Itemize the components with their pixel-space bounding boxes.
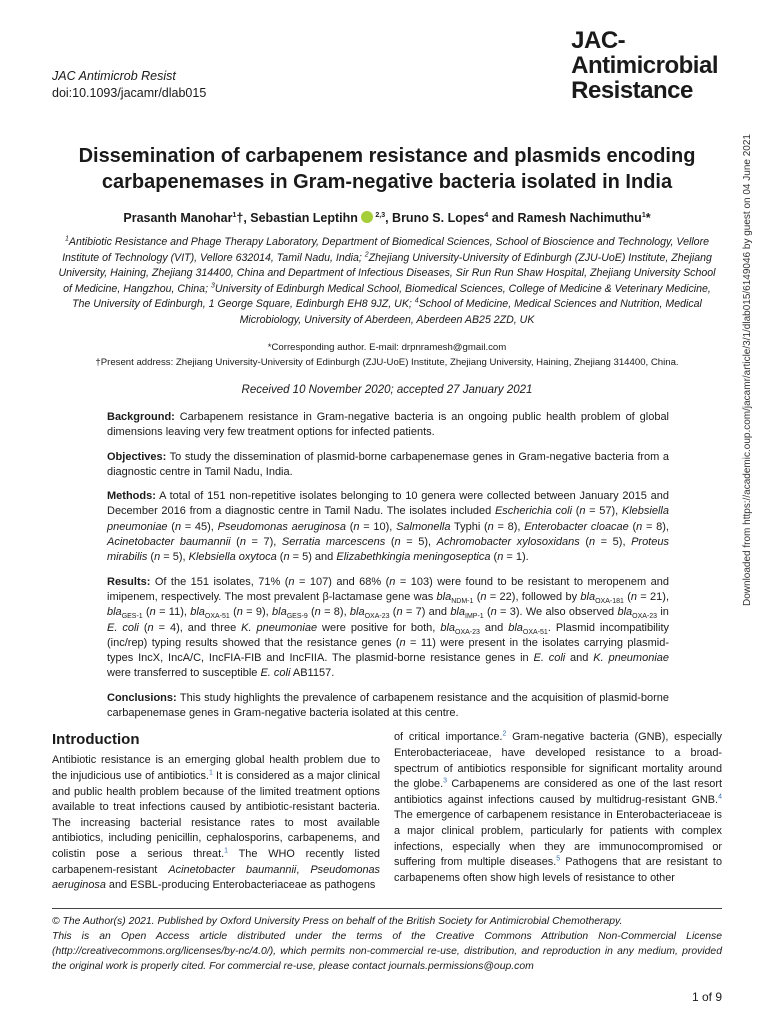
received-dates: Received 10 November 2020; accepted 27 January 2021: [241, 384, 533, 396]
affiliations: $^1$Antibiotic Resistance and Phage Therapy Laboratory, Department of Biomedical Sciences, School of Bioscience and Technology, Vellore Institute of Technology (VIT), Vellore 632014, Tamil Nadu, India; $^2$Zhejiang University-University of Edinburgh (ZJU-UoE) Institute, Zhejiang University, Haining, Zhejiang 314400, China and Department of Infectious Diseases, Sir Run Run Shaw Hospital, Zhejiang University School of Medicine, Hangzhou, China; $^3$University of Edinburgh Medical School, Biomedical Sciences, College of Medicine & Veterinary Medicine, The University of Edinburgh, 1 George Square, Edinburgh EH8 9JZ, UK; $^4$School of Medicine, Medical Sciences and Nutrition, Medical Microbiology, University of Aberdeen, Aberdeen AB25 2ZD, UK: [58, 235, 716, 326]
logo-line: JAC-: [571, 27, 626, 54]
page-header: [0, 28, 774, 103]
corresponding-author: *Corresponding author. E-mail: drpnramesh@gmail.com: [267, 342, 507, 353]
citation-link[interactable]: 3: [443, 777, 448, 785]
logo-line: Antimicrobial: [571, 52, 718, 79]
citation-link[interactable]: 5: [556, 855, 561, 863]
copyright: © The Author(s) 2021. Published by Oxford University Press on behalf of the British Society for Antimicrobial Chemotherapy.: [52, 915, 623, 927]
license-text: This is an Open Access article distributed under the terms of the Creative Commons Attribution Non-Commercial License (http://creativecommons.org/licenses/by-nc/4.0/), which permits non-commercial re-use, distribution, and reproduction in any medium, provided the original work is properly cited. For commercial re-use, please contact journals.permissions@oup.com: [52, 930, 722, 972]
section-heading-introduction: Introduction: [52, 731, 140, 749]
introduction-column-right: of critical importance.$^2$ Gram-negative bacteria (GNB), especially Enterobacteriaceae, have developed resistance to a broad-spectrum of antibiotics responsible for significant mortality around the globe.$^3$ Carbapenems are considered as one of the last resort antibiotics against infections caused by multidrug-resistant GNB.$^4$ The emergence of carbapenem resistance in Enterobacteriaceae is a major clinical problem, particularly for patients with complex infections, especially when they are immunocompromised or suffering from multiple diseases.$^5$ Pathogens that are resistant to carbapenems often show high levels of resistance to other: [394, 730, 723, 884]
correspondence: [52, 340, 722, 370]
abstract: [107, 410, 669, 721]
introduction-column-left: Antibiotic resistance is an emerging global health problem due to the injudicious use of antibiotics.$^1$ It is considered as a major clinical and public health problem because of the limited treatment options available to treat infections caused by antibiotic-resistant bacteria. The increasing bacterial resistance rates to most available antibiotics, including penicillin, cephalosporins, carbapenems, and colistin pose a serious threat.$^1$ The WHO recently listed carbapenem-resistant Acinetobacter baumannii, Pseudomonas aeruginosa and ESBL-producing Enterobacteriaceae as pathogens: [52, 754, 380, 892]
journal-logo: [571, 28, 718, 103]
citation-link[interactable]: 4: [718, 793, 722, 801]
footer-license: [52, 914, 722, 974]
author-list: Prasanth Manohar$^1$†, Sebastian Leptihn $^{2,3}$, Bruno S. Lopes$^4$ and Ramesh Nachimuthu$^1$*: [123, 211, 651, 225]
present-address: †Present address: Zhejiang University-University of Edinburgh (ZJU-UoE) Institute, Zhejiang University, Haining, Zhejiang 314400, China.: [95, 357, 679, 368]
citation-link[interactable]: 1: [208, 769, 213, 777]
abstract-methods: Methods: A total of 151 non-repetitive isolates belonging to 10 genera were collected between January 2015 and December 2016 from a diagnostic centre in Tamil Nadu. The isolates included Escherichia coli (n = 57), Klebsiella pneumoniae (n = 45), Pseudomonas aeruginosa (n = 10), Salmonella Typhi (n = 8), Enterobacter cloacae (n = 8), Acinetobacter baumannii (n = 7), Serratia marcescens (n = 5), Achromobacter xylosoxidans (n = 5), Proteus mirabilis (n = 5), Klebsiella oxytoca (n = 5) and Elizabethkingia meningoseptica (n = 1).: [107, 490, 669, 564]
journal-citation: [52, 68, 206, 103]
orcid-icon[interactable]: [361, 211, 373, 223]
footer-divider: [52, 908, 722, 909]
article-title: Dissemination of carbapenem resistance and plasmids encoding carbapenemases in Gram-negative bacteria isolated in India: [78, 145, 696, 193]
abstract-objectives: Objectives: To study the dissemination of plasmid-borne carbapenemase genes in Gram-negative bacteria from a diagnostic centre in Tamil Nadu, India.: [107, 450, 669, 478]
journal-name: JAC Antimicrob Resist: [52, 69, 176, 83]
abstract-conclusions: Conclusions: This study highlights the prevalence of carbapenem resistance and the acquisition of plasmid-borne carbapenemase genes in Gram-negative bacteria isolated at this centre.: [107, 691, 669, 720]
abstract-results: Results: Of the 151 isolates, 71% (n = 107) and 68% (n = 103) were found to be resistant to meropenem and imipenem, respectively. The most prevalent β-lactamase gene was bla$_{NDM-1}$ (n = 22), followed by bla$_{OXA-181}$ (n = 21), bla$_{GES-1}$ (n = 11), bla$_{OXA-51}$ (n = 9), bla$_{GES-9}$ (n = 8), bla$_{OXA-23}$ (n = 7) and bla$_{IMP-1}$ (n = 3). We also observed bla$_{OXA-23}$ in E. coli (n = 4), and three K. pneumoniae were positive for both, bla$_{OXA-23}$ and bla$_{OXA-51}$. Plasmid incompatibility (inc/rep) typing results showed that the resistance genes (n = 11) were present in the isolates carrying plasmid-types IncX, IncA/C, IncFIA-FIB and IncFIIA. The plasmid-borne resistance genes in E. coli and K. pneumoniae were transferred to susceptible E. coli AB1157.: [107, 575, 670, 680]
download-note: [742, 60, 762, 680]
page-number: 1 of 9: [691, 989, 722, 1004]
citation-link[interactable]: 2: [502, 730, 507, 738]
body-columns: [52, 730, 722, 893]
citation-link[interactable]: 1: [224, 847, 229, 855]
download-note-text: Downloaded from https://academic.oup.com/jacamr/article/3/1/dlab015/6149046 by guest on 04 June 2021: [742, 134, 753, 606]
doi: doi:10.1093/jacamr/dlab015: [52, 86, 207, 100]
logo-line: Resistance: [571, 77, 693, 104]
column-left: [52, 730, 380, 893]
abstract-background: Background: Carbapenem resistance in Gram-negative bacteria is an ongoing public health problem of global dimensions leaving very few treatment options for infected patients.: [107, 411, 669, 439]
